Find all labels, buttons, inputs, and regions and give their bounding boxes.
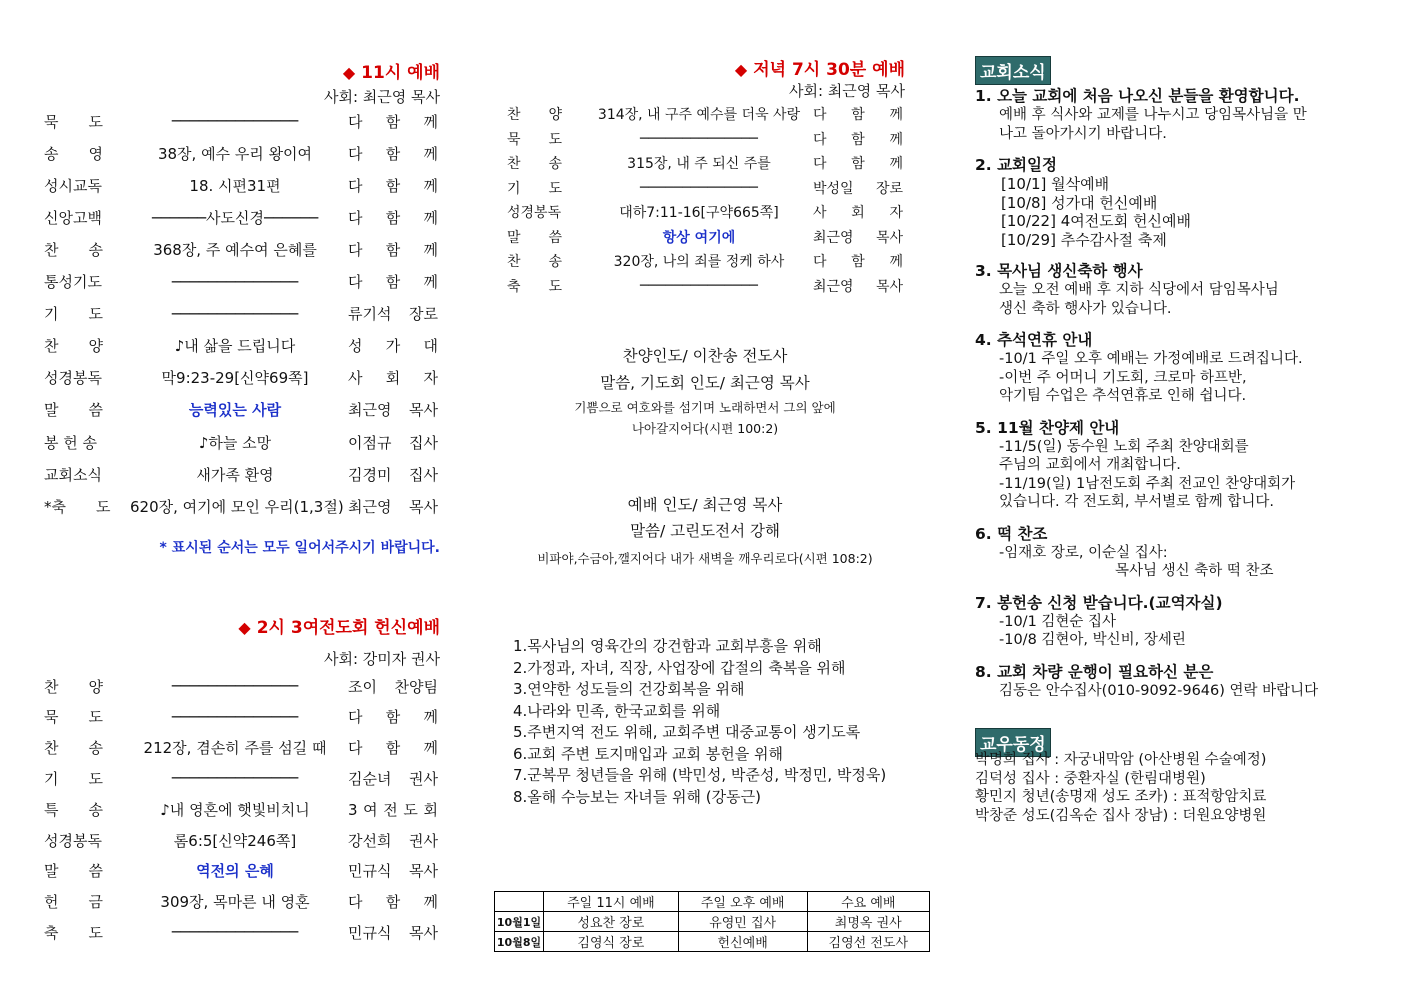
news-list [975,86,1375,700]
praise-speaker: 말씀, 기도회 인도/ 최근영 목사 [600,374,810,392]
schedule-table [494,891,930,952]
table-cell: 김영선 전도사 [807,932,929,952]
order-label: 성경봉독 [507,205,562,221]
list-item: 1.목사님의 영육간의 강건함과 교회부흥을 위해 [513,637,822,655]
order-row [44,139,438,167]
order-person: 최근영 목사 [348,401,438,420]
order-person: 다 함 께 [813,131,903,148]
table-header-cell: 수요 예배 [807,892,929,912]
order-content: 막9:23-29[신약69쪽] [161,369,309,388]
praise-verse-1: 기쁨으로 여호와를 섬기며 노래하면서 그의 앞에 [574,400,836,415]
order-person: 류기석 장로 [348,305,438,324]
order-label: 특 송 [44,800,103,819]
order-content: 309장, 목마른 내 영혼 [160,893,310,912]
table-cell: 성요찬 장로 [544,912,679,932]
news-item-line: -10/1 주일 오후 예배는 가정예배로 드려집니다. [999,351,1303,367]
news-item [975,662,1375,701]
order-row [44,396,438,424]
order-person: 다 함 께 [813,156,903,172]
dawn-block [505,492,905,574]
order-row [44,672,438,700]
diamond-icon: ◆ [734,60,748,79]
list-item: 황민지 청년(송명재 성도 조카) : 표적항암치료 [975,789,1267,805]
list-item: 6.교회 주변 토지매입과 교회 봉헌을 위해 [513,744,783,763]
list-item: 3.연약한 성도들의 건강회복을 위해 [513,680,745,698]
news-item-line: -10/1 김현순 집사 [999,613,1117,630]
order-person: 다 함 께 [348,112,438,131]
order-content: 롬6:5[신약246쪽] [173,831,297,850]
order-row [44,888,438,916]
news-item-line: 오늘 오전 예배 후 지하 식당에서 담임목사님 [999,282,1279,298]
table-cell: 김영식 장로 [544,932,679,952]
order-row [44,268,438,296]
news-item [975,524,1375,581]
order-person: 사 회 자 [348,369,438,388]
news-item [975,330,1375,406]
news-item-line: -이번 주 어머니 기도회, 크로마 하프반, [999,369,1247,386]
order-content: ♪내 삶을 드립니다 [174,337,296,356]
news-item-line: 생신 축하 행사가 있습니다. [999,300,1172,317]
news-item-line: -11/19(일) 1남전도회 주최 전교인 찬양대회가 [999,475,1296,492]
order-label: 축 도 [507,278,563,295]
service2-leader: 사회: 강미자 권사 [323,650,440,668]
order-content: ♪내 영혼에 햇빛비치니 [160,800,310,819]
order-content: ────────────── [639,277,758,294]
order-content: ────────────── [639,179,758,196]
order-row [44,332,438,360]
diamond-icon: ◆ [238,618,251,637]
order-content: 620장, 여기에 모인 우리(1,3절) [130,497,344,516]
order-content: ────────────── [171,677,299,695]
news-item-line: 목사님 생신 축하 떡 찬조 [999,563,1274,579]
order-label: 교회소식 [44,465,102,484]
news-item-line: -11/5(일) 동수원 노회 주최 찬양대회를 [999,438,1249,455]
order-label: 기 도 [44,305,103,324]
order-content: ────────────── [171,707,299,726]
table-header-cell [495,892,544,912]
order-row [44,364,438,392]
news-item-line: [10/8] 성가대 헌신예배 [1001,193,1158,212]
news-item-line: -10/8 김현아, 박신비, 장세린 [999,632,1186,648]
table-cell: 유영민 집사 [678,912,807,932]
order-person: 다 함 께 [348,739,438,758]
order-person: 김경미 집사 [348,465,438,484]
praise-block [505,343,905,439]
order-row [44,857,438,885]
order-row [44,764,438,792]
order-person: 3 여 전 도 회 [348,800,438,819]
order-person: 조이 찬양팀 [348,677,438,696]
order-person: 최근영 목사 [813,278,903,295]
order-person: 사 회 자 [813,205,903,221]
praise-verse-2: 나아갈지어다(시편 100:2) [631,421,779,436]
sermon-title: 능력있는 사람 [188,401,282,420]
order-person: 성 가 대 [348,337,438,356]
table-header-cell: 주일 오후 예배 [678,892,807,912]
order-person: 박성일 장로 [813,180,903,197]
order-row [44,826,438,854]
order-content: 18. 시편31편 [189,176,281,195]
service2-title: ◆ 2시 3여전도회 헌신예배 [238,618,440,638]
members-badge: 교우동정 [975,728,1051,757]
table-row [495,892,930,912]
order-label: 찬 양 [507,107,563,123]
order-row [44,235,438,263]
news-badge: 교회소식 [975,56,1051,85]
order-row [44,795,438,823]
list-item: 박창준 성도(김옥순 집사 장남) : 더원요양병원 [975,807,1267,824]
dawn-leader: 예배 인도/ 최근영 목사 [627,496,783,514]
list-item: 7.군복무 청년들을 위해 (박민성, 박준성, 박정민, 박정욱) [513,766,887,784]
order-content: ────────────── [171,272,299,291]
news-item-title: 3. 목사님 생신축하 행사 [975,262,1143,280]
news-item-line: 악기팀 수업은 추석연휴로 인해 쉽니다. [999,388,1247,404]
order-row [44,171,438,199]
order-label: 성시교독 [44,176,102,195]
service11-note: * 표시된 순서는 모두 일어서주시기 바랍니다. [159,540,440,556]
order-content: 212장, 겸손히 주를 섬길 때 [143,739,327,758]
dawn-speaker: 말씀/ 고린도전서 강해 [630,522,780,540]
list-item: 박명희 집사 : 자궁내막암 (아산병원 수술예정) [975,752,1267,768]
news-item-title: 4. 추석연휴 안내 [975,331,1093,349]
praise-leader: 찬양인도/ 이찬송 전도사 [622,347,788,365]
table-cell: 10월8일 [495,932,544,952]
news-item [975,155,1375,249]
news-item-title: 6. 떡 찬조 [975,524,1048,543]
order-row [44,734,438,762]
order-person: 강선희 권사 [348,831,438,850]
members-list [975,751,1375,825]
news-item [975,418,1375,512]
order-row [44,428,438,456]
order-content: 대하7:11-16[구약665쪽] [619,205,779,221]
order-row [44,300,438,328]
order-label: 묵 도 [507,131,563,148]
order-label: *축 도 [44,497,111,516]
order-row [44,203,438,231]
order-content: ────────────── [171,304,299,323]
order-content: ────────────── [171,112,299,130]
list-item: 2.가정과, 자녀, 직장, 사업장에 갑절의 축복을 위해 [513,658,846,677]
service11-title: ◆ 11시 예배 [342,63,440,83]
order-label: 찬 송 [507,254,563,270]
news-item-line: 예배 후 식사와 교제를 나누시고 당임목사님을 만 [999,107,1307,123]
news-item-line: 주님의 교회에서 개최합니다. [999,457,1181,473]
list-item: 4.나라와 민족, 한국교회를 위해 [513,701,721,720]
table-row [495,932,930,952]
order-row [44,460,438,488]
order-person: 다 함 께 [348,893,438,912]
order-person: 다 함 께 [348,273,438,291]
order-row [44,918,438,946]
order-person: 다 함 께 [348,208,438,227]
order-label: 찬 송 [44,739,103,758]
news-item-title: 7. 봉헌송 신청 받습니다.(교역자실) [975,593,1223,612]
order-label: 기 도 [44,769,103,788]
order-person: 이점규 집사 [348,433,438,452]
order-label: 찬 송 [44,240,103,259]
table-cell: 10월1일 [495,912,544,932]
order-label: 통성기도 [44,273,102,291]
order-row [44,703,438,731]
order-content: ────────────── [171,923,299,942]
news-item [975,593,1375,650]
news-item [975,86,1375,143]
news-item-line: 나고 돌아가시기 바랍니다. [999,125,1167,142]
order-label: 묵 도 [44,708,103,727]
table-cell: 헌신예배 [678,932,807,952]
news-item-line: [10/22] 4여전도회 헌신예배 [1001,212,1191,230]
order-label: 찬 송 [507,156,563,172]
order-label: 봉 헌 송 [44,433,98,452]
order-label: 말 씀 [44,862,103,881]
order-label: 말 씀 [44,401,103,420]
order-person: 다 함 께 [348,708,438,727]
order-content: 368장, 주 예수여 은혜를 [153,240,317,259]
table-header-cell: 주일 11시 예배 [544,892,679,912]
order-person: 다 함 께 [813,254,903,270]
order-label: 헌 금 [44,893,103,912]
news-item-title: 8. 교회 차량 운행이 필요하신 분은 [975,662,1214,681]
news-item-line: 있습니다. 각 전도회, 부서별로 함께 합니다. [999,494,1274,510]
order-person: 다 함 께 [348,144,438,163]
news-item-line: 김동은 안수집사(010-9092-9646) 연락 바랍니다 [999,682,1319,699]
news-item-line: [10/1] 월삭예배 [1001,175,1110,193]
news-item-title: 2. 교회일정 [975,156,1057,174]
order-content: 새가족 환영 [196,465,274,484]
order-label: 찬 양 [44,337,103,356]
table-row [495,912,930,932]
diamond-icon: ◆ [342,63,356,82]
order-label: 축 도 [44,923,103,942]
sermon-title: 항상 여기에 [662,229,736,246]
order-content: ────────────── [639,130,758,147]
order-person: 다 함 께 [348,176,438,195]
order-label: 성경봉독 [44,831,102,850]
list-item: 김덕성 집사 : 중환자실 (한림대병원) [975,770,1206,787]
sermon-title: 역전의 은혜 [196,862,274,881]
order-content: 315장, 내 주 되신 주를 [627,156,771,172]
news-item-title: 5. 11월 찬양제 안내 [975,418,1120,437]
order-person: 최근영 목사 [348,497,438,516]
order-content: 320장, 나의 죄를 정케 하사 [613,254,785,270]
service7-title: ◆ 저녁 7시 30분 예배 [734,60,905,80]
list-item: 8.올해 수능보는 자녀들 위해 (강동근) [513,787,761,806]
order-row [44,492,438,520]
order-label: 묵 도 [44,112,103,131]
order-content: ────────────── [171,769,299,788]
order-label: 찬 양 [44,677,103,696]
order-person: 최근영 목사 [813,229,903,246]
order-row [507,272,903,300]
order-content: ──────사도신경────── [151,208,319,227]
dawn-verse: 비파야,수금아,깰지어다 내가 새벽을 깨우리로다(시편 108:2) [537,551,873,566]
order-person: 민규식 목사 [348,862,438,881]
news-item [975,261,1375,318]
order-label: 송 영 [44,144,103,163]
order-person: 다 함 께 [348,240,438,259]
order-label: 성경봉독 [44,369,102,388]
order-content: ♪하늘 소망 [198,433,272,452]
news-item-line: -임재호 장로, 이순실 집사: [999,544,1168,561]
news-item-line: [10/29] 추수감사절 축제 [1001,230,1167,249]
order-content: 38장, 예수 우리 왕이여 [157,144,313,163]
news-item-title: 1. 오늘 교회에 처음 나오신 분들을 환영합니다. [975,87,1300,105]
prayer-list [513,636,913,808]
order-content: 314장, 내 구주 예수를 더욱 사랑 [597,107,801,123]
order-label: 신앙고백 [44,208,102,227]
order-person: 다 함 께 [813,107,903,123]
order-row [44,107,438,135]
service7-leader: 사회: 최근영 목사 [788,82,905,100]
list-item: 5.주변지역 전도 위해, 교회주변 대중교통이 생기도록 [513,723,861,741]
order-label: 말 씀 [507,229,563,246]
order-person: 민규식 목사 [348,923,438,942]
service11-leader: 사회: 최근영 목사 [323,88,440,106]
table-cell: 최명옥 권사 [807,912,929,932]
order-person: 김순녀 권사 [348,769,438,788]
order-label: 기 도 [507,180,563,197]
